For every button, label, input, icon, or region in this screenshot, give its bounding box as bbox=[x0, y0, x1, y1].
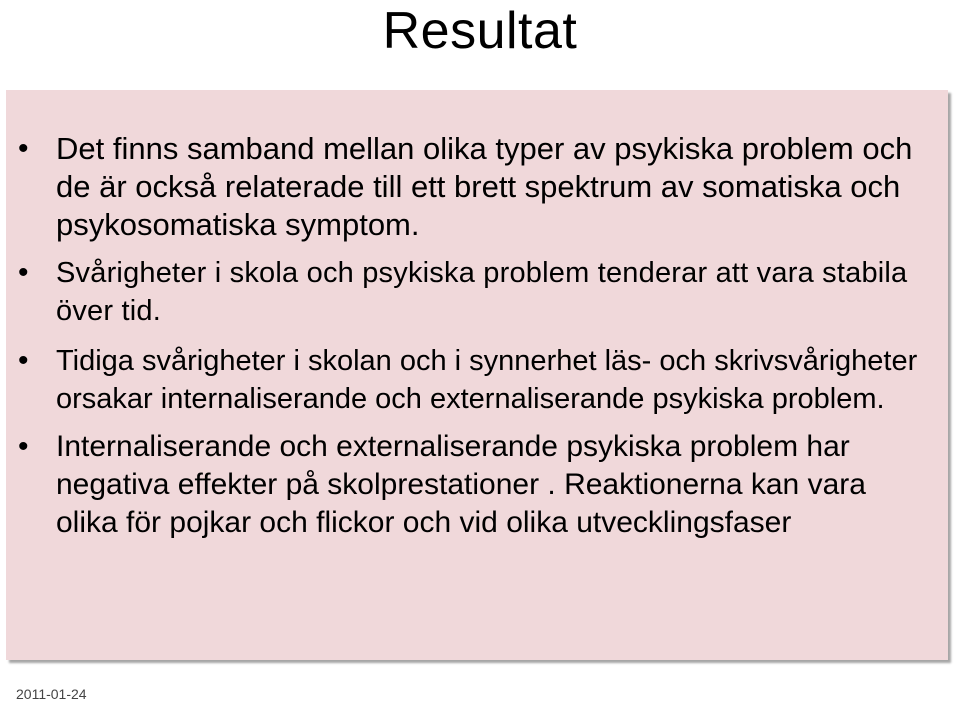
bullet-dot-icon: • bbox=[18, 344, 29, 377]
bullet-dot-icon: • bbox=[18, 430, 29, 463]
bullet-item-1 bbox=[6, 130, 948, 244]
bullet-dot-icon: • bbox=[18, 132, 29, 165]
content-box bbox=[6, 90, 948, 660]
footer-date: 2011-01-24 bbox=[16, 686, 87, 702]
bullet-text-4: Internaliserande och externaliserande psykiska problem har negativa effekter på skolprestationer . Reaktionerna kan vara olika för pojkar och flickor och vid olika utvecklingsfaser bbox=[56, 430, 866, 539]
bullet-list bbox=[6, 130, 948, 542]
slide-title: Resultat bbox=[382, 2, 578, 60]
bullet-text-3: Tidiga svårigheter i skolan och i synnerhet läs- och skrivsvårigheter orsakar internaliserande och externaliserande psykiska problem. bbox=[56, 345, 918, 415]
bullet-item-2 bbox=[6, 254, 948, 330]
bullet-item-3 bbox=[6, 342, 948, 418]
bullet-text-1: Det finns samband mellan olika typer av psykiska problem och de är också relaterade till ett brett spektrum av somatiska och psykosomatiska symptom. bbox=[56, 131, 913, 242]
bullet-dot-icon: • bbox=[18, 256, 29, 289]
bullet-item-4 bbox=[6, 428, 948, 542]
bullet-text-2: Svårigheter i skola och psykiska problem tenderar att vara stabila över tid. bbox=[56, 257, 908, 327]
